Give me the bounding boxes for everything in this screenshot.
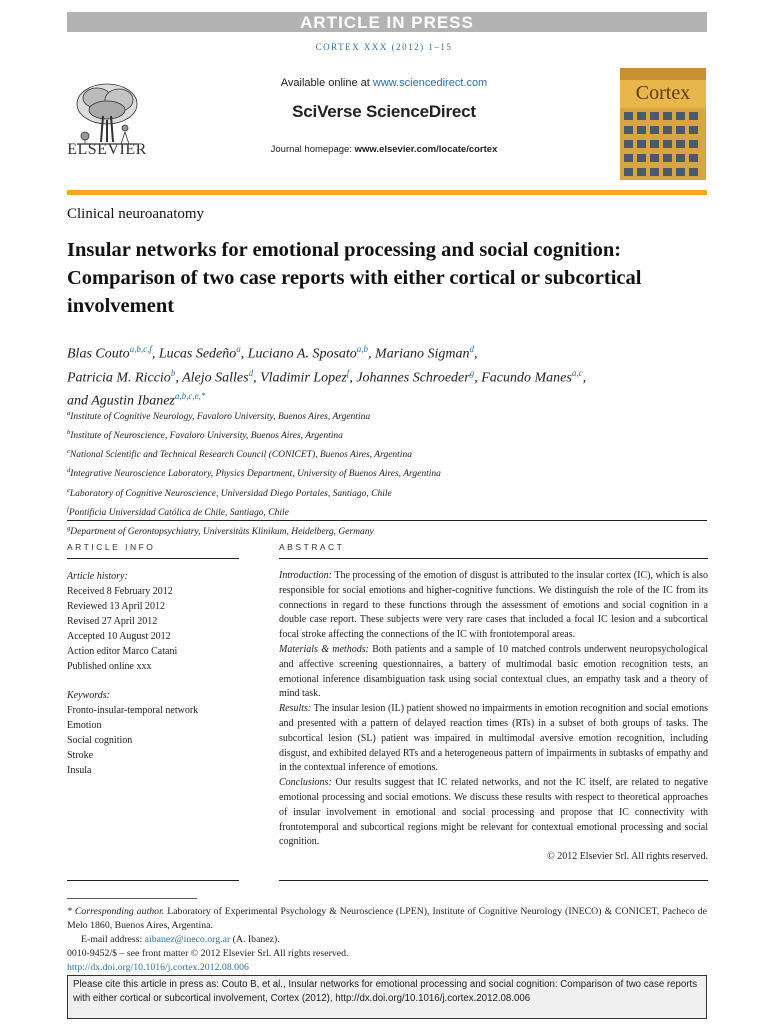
abstract-paragraph	[279, 643, 708, 702]
history-label: Article history:	[67, 571, 128, 582]
issn-line: 0010-9452/$ – see front matter © 2012 Elsevier Srl. All rights reserved.	[67, 948, 349, 959]
corresponding-author-note	[67, 905, 707, 933]
author-list: Blas Couto$^{a,b,c,f}$, Lucas Sedeño$^a$, Luciano A. Sposato$^{a,b}$, Mariano Sigman$^d$, Patricia M. Riccio$^b$, Alejo Salles$^d$, Vladimir Lopez$^f$, Johannes Schroeder$^g$, Facundo Manes$^{a,c}$, and Agustin Ibanez$^{a,b,c,e,*}$	[67, 344, 587, 409]
abstract-section-label: Results:	[279, 703, 312, 715]
affiliation-item	[67, 425, 707, 444]
affiliation-item	[67, 463, 707, 482]
elsevier-wordmark: ELSEVIER	[67, 141, 147, 158]
keywords-label: Keywords:	[67, 690, 110, 701]
affiliation-item	[67, 502, 707, 521]
keyword-list	[67, 703, 267, 778]
email-line	[67, 933, 707, 947]
author-affiliation-marker: a	[236, 344, 241, 354]
corresponding-text: Laboratory of Experimental Psychology & Neuroscience (LPEN), Institute of Cognitive Neurology (INECO) & CONICET, Pacheco de Melo 1860, Buenos Aires, Argentina.	[67, 906, 707, 931]
author-affiliation-marker: d	[469, 344, 475, 354]
affiliation-item	[67, 521, 707, 540]
article-info-bottom-rule	[67, 880, 239, 881]
email-link[interactable]: aibanez@ineco.org.ar	[144, 934, 231, 945]
affiliation-text: Department of Gerontopsychiatry, Universitäts Klinikum, Heidelberg, Germany	[70, 527, 374, 538]
affiliation-key: a	[67, 410, 71, 417]
divider-top	[67, 520, 707, 521]
abstract-section-label: Conclusions:	[279, 777, 332, 789]
affiliation-text: Laboratory of Cognitive Neuroscience, Universidad Diego Portales, Santiago, Chile	[69, 488, 392, 499]
history-list	[67, 584, 267, 674]
affiliation-text: Institute of Neuroscience, Favaloro University, Buenos Aires, Argentina	[70, 431, 343, 442]
affiliation-text: National Scientific and Technical Research Council (CONICET), Buenos Aires, Argentina	[69, 450, 412, 461]
journal-citation: CORTEX XXX (2012) 1–15	[315, 42, 453, 52]
homepage-prefix: Journal homepage:	[270, 144, 355, 155]
article-in-press-banner: ARTICLE IN PRESS	[67, 12, 707, 32]
cite-this-article-box: Please cite this article in press as: Couto B, et al., Insular networks for emotional processing and social cognition: Comparison of two case reports with either cortical or subcortical involvement, Cortex (2012), http://dx.doi.org/10.1016/j.cortex.2012.08.006	[67, 975, 707, 1019]
author-name[interactable]: Luciano A. Sposato	[247, 346, 357, 362]
email-label: E-mail address:	[81, 934, 145, 945]
abstract-bottom-rule	[279, 880, 708, 881]
cover-title: Cortex	[635, 82, 691, 104]
keyword-item[interactable]: Emotion	[67, 720, 102, 731]
footnote-rule	[67, 898, 197, 899]
affiliation-key: g	[67, 524, 71, 532]
doi-link[interactable]: http://dx.doi.org/10.1016/j.cortex.2012.08.006	[67, 962, 249, 973]
author-name[interactable]: Vladimir Lopez	[260, 370, 347, 386]
author-affiliation-marker: f	[346, 367, 350, 378]
abstract-rule	[279, 558, 708, 559]
author-affiliation-marker: a,b,c,f	[129, 344, 152, 354]
author-name[interactable]: Mariano Sigman	[375, 346, 470, 362]
author-affiliation-marker: a,b	[356, 344, 369, 354]
header-accent-bar	[67, 190, 707, 195]
corresponding-label: * Corresponding author.	[67, 906, 165, 917]
affiliation-key: e	[67, 486, 70, 494]
affiliation-text: Institute of Cognitive Neurology, Favaloro University, Buenos Aires, Argentina	[70, 412, 371, 423]
abstract-section-text: The processing of the emotion of disgust is attributed to the insular cortex (IC), which is also responsible for social emotions and higher-cognitive functions. We distinguish the role of the IC from its connections in regard to these functions through the assessment of emotions and social cognition in a double case report. These subjects were very rare cases that included a focal IC lesion and a subcortical focal stroke affecting the connections of the IC with frontotemporal areas.	[279, 570, 708, 641]
keyword-item[interactable]: Stroke	[67, 750, 94, 761]
homepage-link[interactable]: www.elsevier.com/locate/cortex	[354, 144, 498, 155]
abstract-section-text: Both patients and a sample of 10 matched controls underwent neuropsychological and affective screening questionnaires, a battery of multimodal basic emotion recognition tests, an emotional inference disambiguation task using social contextual clues, an empathy task and a theory of mind task.	[279, 643, 708, 700]
author-affiliation-marker: d	[248, 367, 254, 378]
keyword-item[interactable]: Fronto-insular-temporal network	[67, 705, 199, 716]
abstract-heading: ABSTRACT	[279, 542, 345, 552]
author-name[interactable]: Agustin Ibanez	[91, 393, 175, 409]
history-item: Reviewed 13 April 2012	[67, 601, 166, 612]
author-name[interactable]: Blas Couto	[67, 346, 130, 362]
authors-connector: and	[67, 393, 88, 409]
history-item: Action editor Marco Catani	[67, 646, 178, 657]
affiliation-text: Integrative Neuroscience Laboratory, Physics Department, University of Buenos Aires, Argentina	[70, 469, 441, 480]
author-name[interactable]: Johannes Schroeder	[356, 370, 470, 386]
available-online-prefix: Available online at	[280, 77, 373, 89]
author-name[interactable]: Facundo Manes	[481, 370, 572, 386]
keyword-item[interactable]: Insula	[67, 765, 92, 776]
sciencedirect-link[interactable]: www.sciencedirect.com	[372, 77, 488, 89]
abstract-paragraph	[279, 569, 708, 643]
affiliation-item	[67, 406, 707, 425]
abstract-copyright: © 2012 Elsevier Srl. All rights reserved.	[547, 851, 708, 863]
abstract-paragraph	[279, 702, 708, 776]
abstract-paragraph	[279, 776, 708, 850]
author-name[interactable]: Patricia M. Riccio	[67, 370, 171, 386]
keyword-item[interactable]: Social cognition	[67, 735, 133, 746]
email-suffix: (A. Ibanez).	[230, 934, 280, 945]
abstract-section-text: Our results suggest that IC related networks, and not the IC itself, are related to negative emotional processing and social emotions. We discuss these results with respect to theoretical approaches of insular involvement in emotional and social processing and propose that IC connectivity with frontotemporal and subcortical regions might be relevant for contextual emotional processing and social cognition.	[279, 777, 708, 848]
article-info-rule	[67, 558, 239, 559]
history-item: Published online xxx	[67, 661, 152, 672]
affiliation-item	[67, 483, 707, 502]
affiliation-key: b	[67, 429, 71, 437]
affiliation-text: Pontificia Universidad Católica de Chile, Santiago, Chile	[68, 507, 289, 518]
affiliation-key: d	[67, 467, 71, 475]
abstract-section-text: The insular lesion (IL) patient showed no impairments in emotion recognition and social emotions and presented with a pattern of delayed reaction times (RTs) in a subset of both groups of tasks. The subcortical lesion (SL) patient was impaired in multimodal aversive emotion recognition, including disgust, and exhibited delayed RTs and a heterogeneous pattern of impairments in subtasks of empathy and in the contextual inference of emotions.	[279, 703, 708, 774]
platform-title: SciVerse ScienceDirect	[292, 102, 476, 121]
history-item: Accepted 10 August 2012	[67, 631, 171, 642]
author-affiliation-marker: a,c	[571, 367, 583, 378]
author-affiliation-marker: g	[469, 367, 475, 378]
author-name[interactable]: Alejo Salles	[182, 370, 249, 386]
author-affiliation-marker: a,b,c,e,*	[174, 391, 206, 402]
article-info-panel	[67, 569, 267, 778]
article-info-heading: ARTICLE INFO	[67, 542, 156, 552]
abstract-section-label: Materials & methods:	[279, 643, 369, 655]
author-name[interactable]: Lucas Sedeño	[158, 346, 237, 362]
footnotes	[67, 905, 707, 975]
journal-cover-image	[620, 68, 706, 180]
author-affiliation-marker: b	[170, 367, 176, 378]
article-title: Insular networks for emotional processing and social cognition: Comparison of two case reports with either cortical or subcortical involvement	[67, 239, 642, 317]
history-item: Received 8 February 2012	[67, 586, 173, 597]
history-item: Revised 27 April 2012	[67, 616, 158, 627]
abstract-sections	[279, 569, 708, 850]
abstract-body	[279, 569, 708, 865]
article-section: Clinical neuroanatomy	[67, 206, 205, 222]
abstract-section-label: Introduction:	[279, 570, 332, 581]
affiliation-key: c	[67, 448, 70, 456]
affiliation-item	[67, 444, 707, 463]
affiliation-key: f	[67, 505, 69, 513]
